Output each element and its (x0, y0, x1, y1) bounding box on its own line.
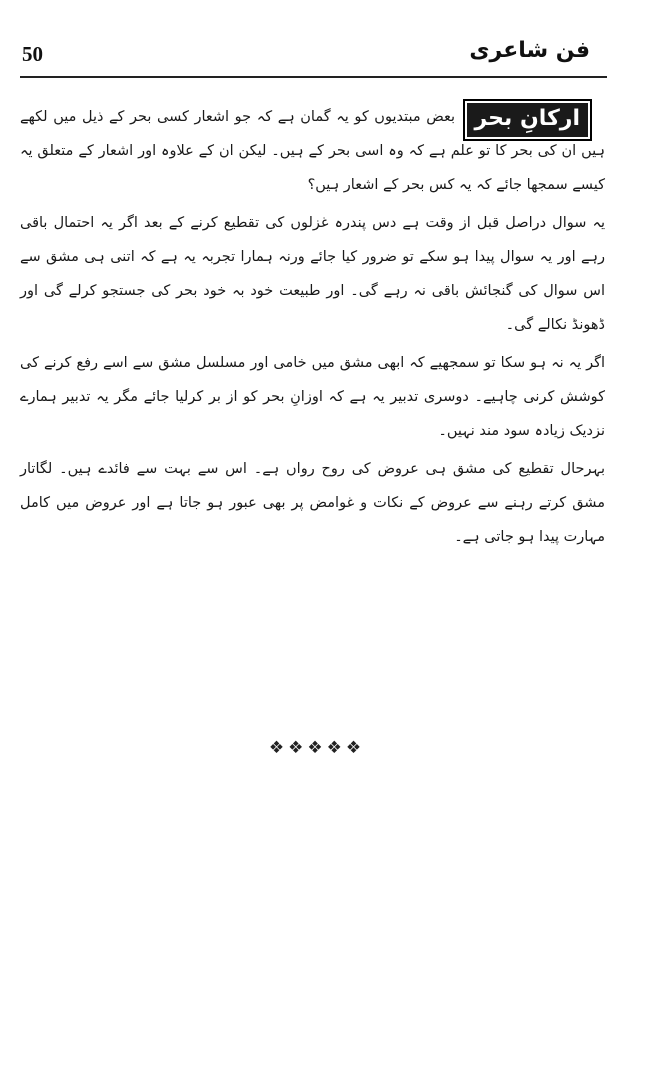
paragraph-3: اگر یہ نہ ہو سکا تو سمجھیے کہ ابھی مشق میں خامی اور مسلسل مشق سے اسے رفع کرنے کی کوشش کرنی چاہیے۔ دوسری تدبیر یہ ہے کہ اوزانِ بحر کو از بر کرلیا جائے مگر یہ تدبیر ہمارے نزدیک زیادہ سود مند نہیں۔ (20, 355, 605, 439)
book-title: فن شاعری (469, 38, 590, 63)
body-text (20, 100, 605, 558)
page-number: 50 (22, 42, 43, 66)
section-heading: ارکانِ بحر (463, 99, 593, 141)
paragraph-2: یہ سوال دراصل قبل از وقت ہے دس پندرہ غزلوں کی تقطیع کرنے کے بعد اگر یہ احتمال باقی رہے اور یہ سوال پیدا ہو سکے تو ضرور کیا جائے ورنہ ہمارا تجربہ یہ ہے کہ اتنی ہی مشق سے اس سوال کی گنجائش باقی نہ رہے گی۔ اور طبیعت خود بہ خود بحر کی جستجو کرلے گی اور ڈھونڈ نکالے گی۔ (20, 215, 605, 333)
paragraph-4: بہرحال تقطیع کی مشق ہی عروض کی روح رواں ہے۔ اس سے بہت سے فائدے ہیں۔ لگاتار مشق کرتے رہنے سے عروض کے نکات و غوامض پر بھی عبور ہو جاتا ہے اور عروض میں کامل مہارت پیدا ہو جاتی ہے۔ (20, 461, 605, 545)
header-rule (20, 76, 607, 78)
paragraph-1-text: بعض مبتدیوں کو یہ گمان ہے کہ جو اشعار کسی بحر کے ذیل میں لکھے ہیں ان کی بحر کا تو علم ہے کہ وہ اسی بحر کے ہیں۔ لیکن ان کے علاوہ اور اشعار کے متعلق یہ کیسے سمجھا جائے کہ یہ کس بحر کے اشعار ہیں؟ (20, 109, 605, 193)
heading-spacer (455, 100, 605, 110)
section-end-ornament: ❖❖❖❖❖ (268, 738, 366, 758)
paragraph-1 (20, 100, 605, 202)
